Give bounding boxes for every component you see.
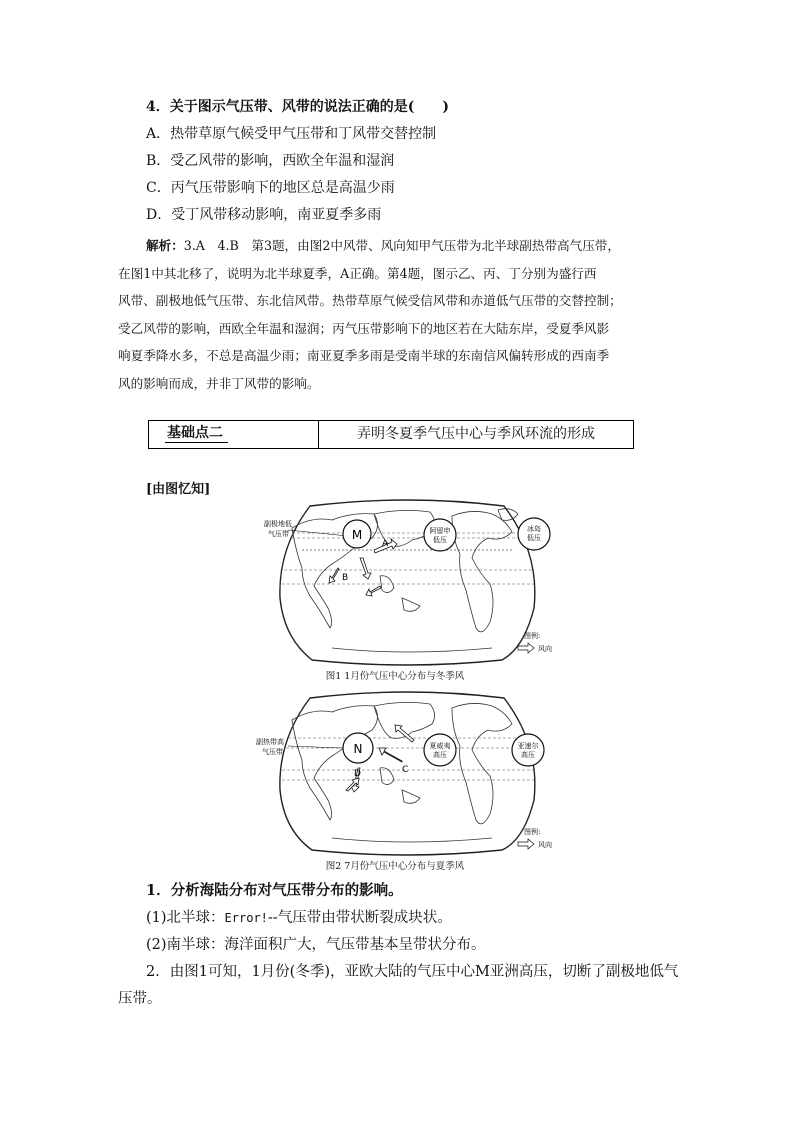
label-point-c: C [402,765,409,775]
label-iceland-2: 低压 [527,534,541,542]
legend-arrow-icon [518,643,534,653]
analysis-lead: 解析： [146,238,184,253]
analysis-line: 受乙风带的影响，西欧全年温和湿润；丙气压带影响下的地区若在大陆东岸，受夏季风影 [118,320,610,336]
label-m: M [351,528,363,542]
map-july [256,690,552,858]
option-d: D．受丁风带移动影响，南亚夏季多雨 [146,207,382,223]
label-n: N [353,742,363,756]
map-january [262,498,552,668]
section-label: 基础点二 [149,421,319,448]
point-1: 1．分析海陆分布对气压带分布的影响。 [146,882,403,899]
analysis-line: 风的影响而成，并非丁风带的影响。 [118,375,320,391]
label-hawaii-2: 高压 [433,751,447,759]
map-outline [280,500,535,665]
label-subtropical-1: 副热带高 [256,738,284,746]
option-c: C．丙气压带影响下的地区总是高温少雨 [146,180,395,196]
label-azores-2: 高压 [521,751,535,759]
point-1b: (2)南半球：海洋面积广大，气压带基本呈带状分布。 [146,937,486,953]
point-2-line1: 2．由图1可知，1月份(冬季)，亚欧大陆的气压中心M亚洲高压，切断了副极地低气 [146,964,679,980]
legend-item: 风向 [538,645,552,653]
option-b: B．受乙风带的影响，西欧全年温和湿润 [146,153,395,169]
label-azores-1: 亚速尔 [517,742,539,750]
subheading: [由图忆知] [146,482,211,497]
analysis-block [118,232,678,397]
label-subtropical-2: 气压带 [262,748,283,756]
pressure-center-hawaii [424,734,456,766]
label-hawaii-1: 夏威夷 [429,742,451,750]
pressure-center-aleutian [424,519,456,551]
section-header [148,420,634,449]
legend-item: 风向 [538,841,552,849]
analysis-line: 在图1中其北移了，说明为北半球夏季，A正确。第4题，图示乙、丙、丁分别为盛行西 [118,265,597,281]
label-aleutian-1: 阿留申 [429,527,451,535]
question-stem: 4．关于图示气压带、风带的说法正确的是( ) [146,99,449,115]
map1-caption: 图1 1月份气压中心分布与冬季风 [325,671,465,682]
pressure-center-azores [512,734,544,766]
analysis-line: 风带、副极地低气压带、东北信风带。热带草原气候受信风带和赤道低气压带的交替控制； [118,293,622,308]
error-field: Error! [224,911,268,925]
label-point-a: A [382,539,389,549]
analysis-line: 解析：3.A 4.B 第3题，由图2中风带、风向知甲气压带为北半球副热带高气压带， [146,238,620,253]
legend-title: 图例: [524,828,541,836]
map2-caption: 图2 7月份气压中心分布与夏季风 [325,861,465,872]
legend-title: 图例: [524,632,541,640]
analysis-line: 响夏季降水多，不总是高温少雨；南亚夏季多雨是受南半球的东南信风偏转形成的西南季 [118,348,610,363]
point-1a: (1)北半球：Error!--气压带由带状断裂成块状。 [146,910,452,926]
point-2-line2: 压带。 [118,991,162,1007]
label-iceland-1: 冰岛 [527,525,541,533]
label-aleutian-2: 低压 [433,536,447,544]
label-point-d: D [354,769,361,779]
legend-arrow-icon [518,839,534,849]
label-point-b: B [342,573,349,583]
label-subpolar-2: 气压带 [268,530,289,538]
label-subpolar-1: 副极地低 [264,520,292,528]
option-a: A．热带草原气候受甲气压带和丁风带交替控制 [146,126,437,142]
section-title: 弄明冬夏季气压中心与季风环流的形成 [357,426,595,442]
